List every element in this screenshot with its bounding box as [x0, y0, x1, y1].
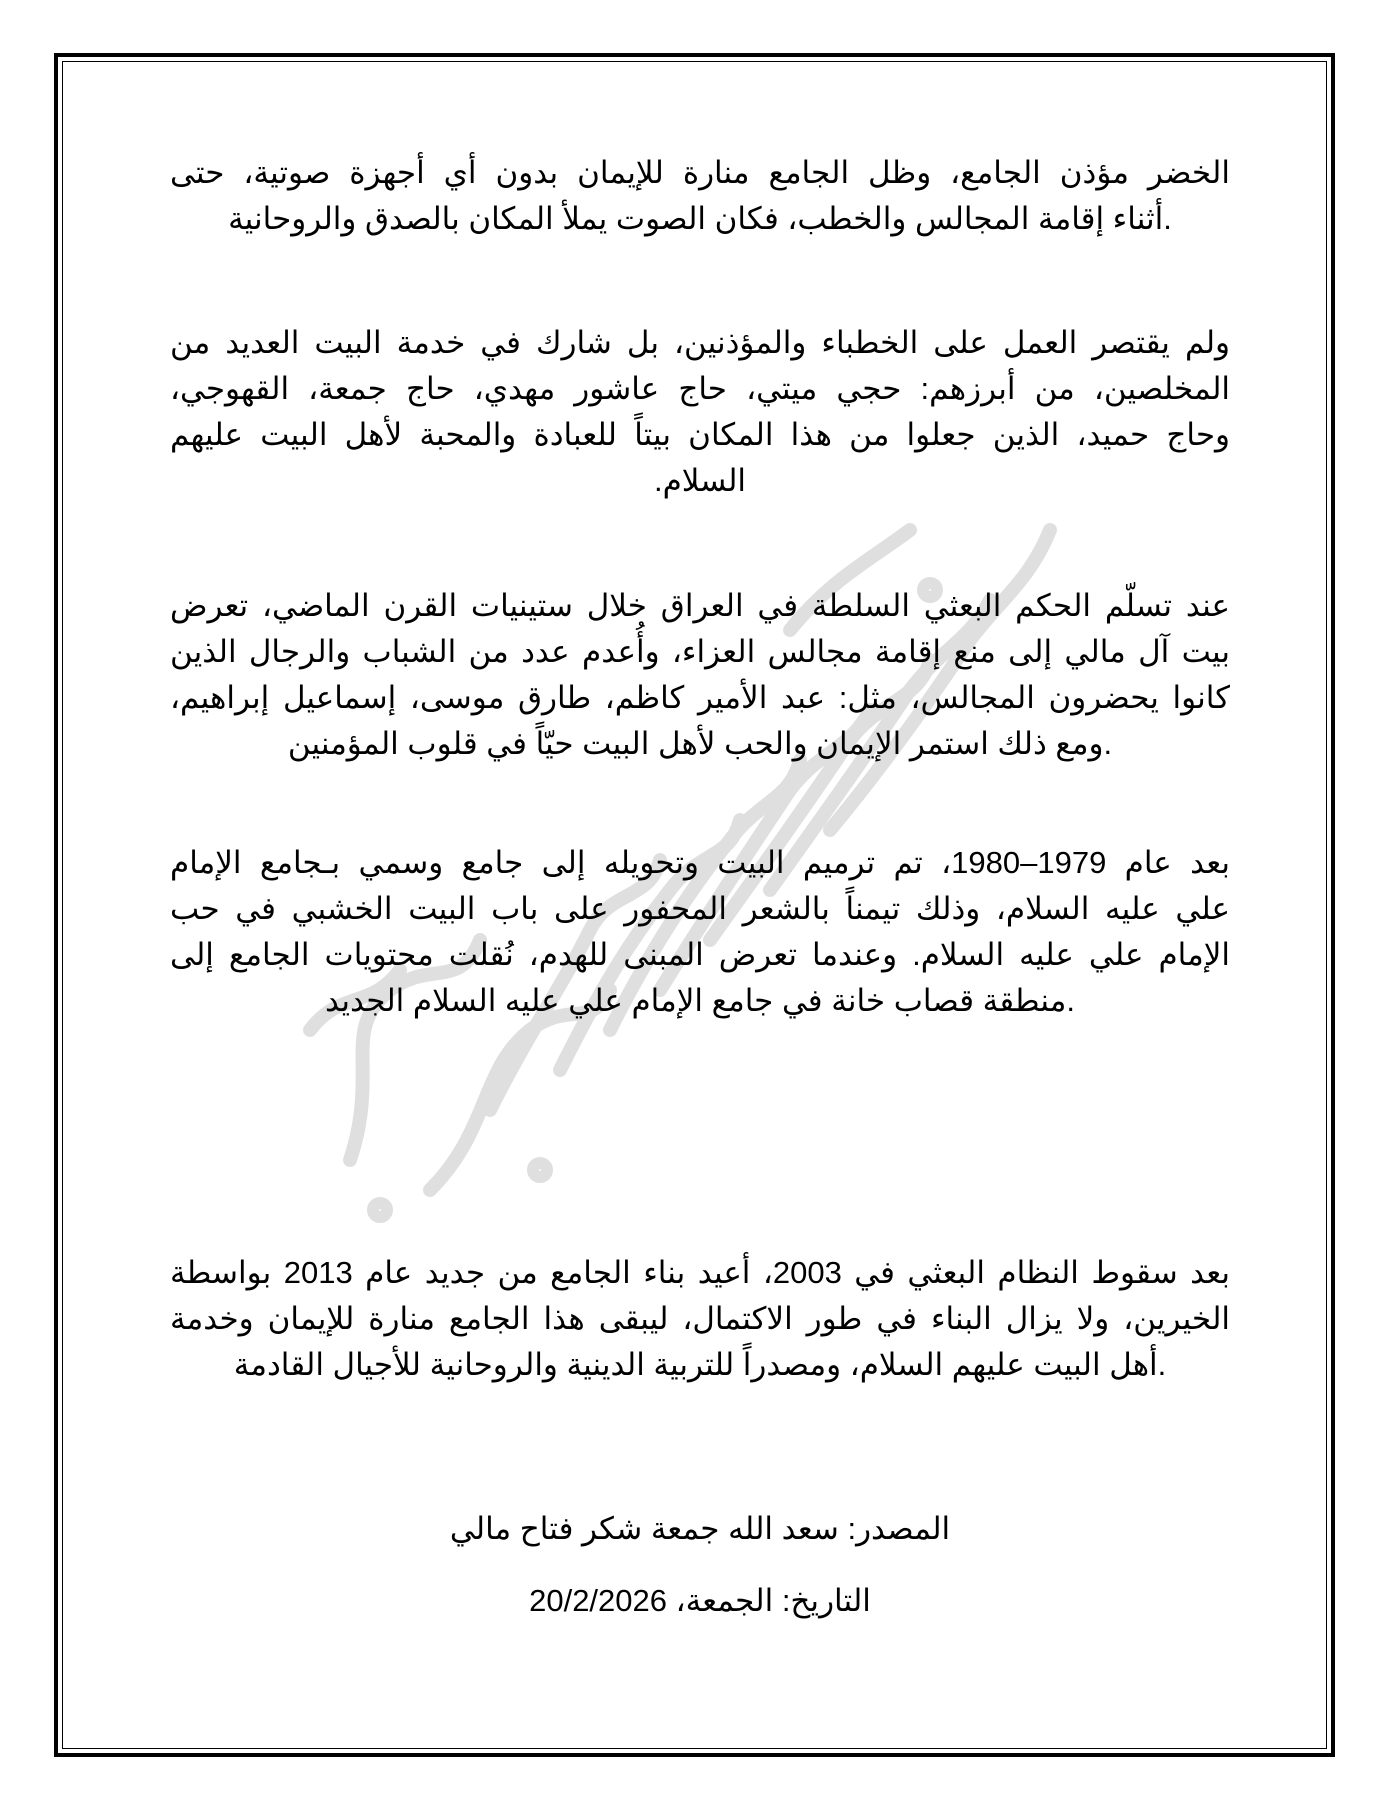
paragraph-line: وحاج حميد، الذين جعلوا من هذا المكان بيتاً للعبادة والمحبة لأهل البيت عليهم [170, 417, 1230, 452]
paragraph-line: المخلصين، من أبرزهم: حجي ميتي، حاج عاشور مهدي، حاج جمعة، القهوجي، [170, 371, 1230, 406]
paragraph-line: كانوا يحضرون المجالس، مثل: عبد الأمير كاظم، طارق موسى، إسماعيل إبراهيم، [170, 680, 1230, 715]
paragraph-1 [170, 150, 1230, 242]
paragraph-line: عند تسلّم الحكم البعثي السلطة في العراق خلال ستينيات القرن الماضي، تعرض [170, 588, 1230, 623]
paragraph-line: بعد عام 1979–1980، تم ترميم البيت وتحويله إلى جامع وسمي بـجامع الإمام [170, 845, 1230, 880]
paragraph-line: الإمام علي عليه السلام. وعندما تعرض المبنى للهدم، نُقلت محتويات الجامع إلى [170, 937, 1230, 972]
paragraph-2 [170, 320, 1230, 504]
paragraph-line: بيت آل مالي إلى منع إقامة مجالس العزاء، وأُعدم عدد من الشباب والرجال الذين [170, 634, 1230, 669]
paragraph-line: .منطقة قصاب خانة في جامع الإمام علي عليه السلام الجديد [325, 983, 1075, 1018]
paragraph-line: بعد سقوط النظام البعثي في 2003، أعيد بناء الجامع من جديد عام 2013 بواسطة [170, 1255, 1230, 1290]
paragraph-5 [170, 1250, 1230, 1388]
paragraph-line: .ومع ذلك استمر الإيمان والحب لأهل البيت حيّاً في قلوب المؤمنين [287, 726, 1113, 761]
paragraph-line: الخيرين، ولا يزال البناء في طور الاكتمال، ليبقى هذا الجامع منارة للإيمان وخدمة [170, 1301, 1230, 1336]
paragraph-line: علي عليه السلام، وذلك تيمناً بالشعر المحفور على باب البيت الخشبي في حب [170, 891, 1230, 926]
paragraph-line: ولم يقتصر العمل على الخطباء والمؤذنين، بل شارك في خدمة البيت العديد من [170, 325, 1230, 360]
date-line: التاريخ: الجمعة، 20/2/2026 [529, 1583, 871, 1618]
paragraph-line: السلام. [653, 463, 747, 498]
paragraph-line: .أثناء إقامة المجالس والخطب، فكان الصوت يملأ المكان بالصدق والروحانية [228, 201, 1172, 236]
paragraph-line: الخضر مؤذن الجامع، وظل الجامع منارة للإيمان بدون أي أجهزة صوتية، حتى [170, 155, 1230, 190]
paragraph-line: .أهل البيت عليهم السلام، ومصدراً للتربية الدينية والروحانية للأجيال القادمة [233, 1347, 1167, 1382]
source-line: المصدر: سعد الله جمعة شكر فتاح مالي [449, 1511, 951, 1546]
paragraph-4 [170, 840, 1230, 1024]
paragraph-3 [170, 583, 1230, 767]
